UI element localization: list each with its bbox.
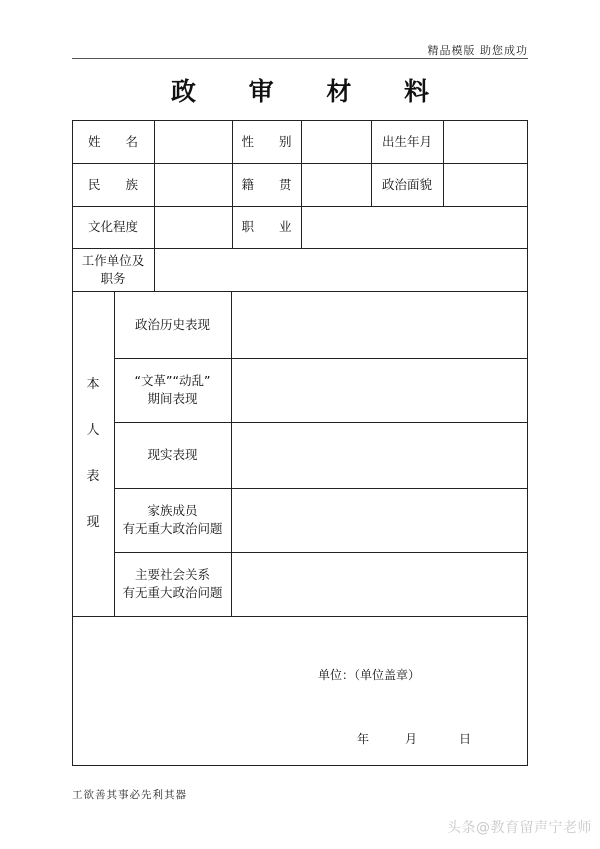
name-field[interactable] bbox=[154, 120, 232, 163]
political-label: 政治面貌 bbox=[381, 176, 432, 192]
ethnicity-label: 民 族 bbox=[87, 176, 138, 192]
gender-field[interactable] bbox=[301, 120, 371, 163]
ethnicity-field[interactable] bbox=[154, 163, 232, 206]
seal-unit-label: 单位：（单位盖章） bbox=[318, 668, 421, 682]
performance-section-label bbox=[72, 291, 114, 616]
performance-row-label bbox=[114, 422, 231, 488]
header-text: 精品模版 助您成功 bbox=[427, 44, 528, 57]
education-label: 文化程度 bbox=[87, 219, 138, 234]
performance-char: 现 bbox=[86, 514, 100, 530]
occupation-label: 职 业 bbox=[241, 219, 292, 234]
seal-year-label: 年 bbox=[356, 732, 369, 746]
seal-month-label: 月 bbox=[404, 732, 417, 746]
hometown-label: 籍 贯 bbox=[241, 176, 292, 192]
hometown-field[interactable] bbox=[301, 163, 371, 206]
row-divider bbox=[72, 616, 528, 617]
performance-row-line1: “文革”“动乱” bbox=[134, 373, 211, 388]
performance-row-label bbox=[114, 358, 231, 422]
footer-text: 工欲善其事必先利其器 bbox=[72, 789, 187, 801]
birth-field[interactable] bbox=[443, 120, 528, 163]
workplace-label-line1: 工作单位及 bbox=[81, 252, 145, 268]
workplace-label bbox=[72, 248, 154, 291]
performance-row-line1: 家族成员 bbox=[147, 503, 198, 518]
performance-row-label bbox=[114, 291, 231, 358]
watermark: 头条@教育留声宁老师 bbox=[447, 820, 592, 836]
political-field[interactable] bbox=[443, 163, 528, 206]
performance-row-line1: 现实表现 bbox=[147, 447, 198, 462]
workplace-field[interactable] bbox=[154, 248, 528, 291]
gender-label: 性 别 bbox=[241, 133, 292, 149]
workplace-label-line2: 职务 bbox=[100, 270, 126, 286]
performance-row-field[interactable] bbox=[231, 422, 528, 488]
performance-row-line2: 期间表现 bbox=[147, 391, 198, 406]
birth-label: 出生年月 bbox=[381, 133, 432, 149]
performance-row-line1: 主要社会关系 bbox=[134, 567, 210, 582]
performance-row-field[interactable] bbox=[231, 552, 528, 616]
performance-row-field[interactable] bbox=[231, 358, 528, 422]
performance-char: 人 bbox=[86, 422, 100, 438]
performance-char: 表 bbox=[86, 468, 100, 484]
performance-char: 本 bbox=[86, 376, 100, 392]
performance-row-field[interactable] bbox=[231, 488, 528, 552]
page-title: 政 审 材 料 bbox=[170, 77, 452, 106]
occupation-field[interactable] bbox=[301, 206, 528, 248]
performance-row-line1: 政治历史表现 bbox=[134, 316, 210, 332]
performance-row-label bbox=[114, 488, 231, 552]
performance-row-field[interactable] bbox=[231, 291, 528, 358]
performance-row-label bbox=[114, 552, 231, 616]
name-label: 姓 名 bbox=[87, 133, 138, 149]
education-field[interactable] bbox=[154, 206, 232, 248]
performance-row-line2: 有无重大政治问题 bbox=[122, 585, 223, 600]
performance-row-line2: 有无重大政治问题 bbox=[122, 521, 223, 536]
seal-day-label: 日 bbox=[458, 732, 471, 746]
header-divider bbox=[72, 58, 528, 59]
